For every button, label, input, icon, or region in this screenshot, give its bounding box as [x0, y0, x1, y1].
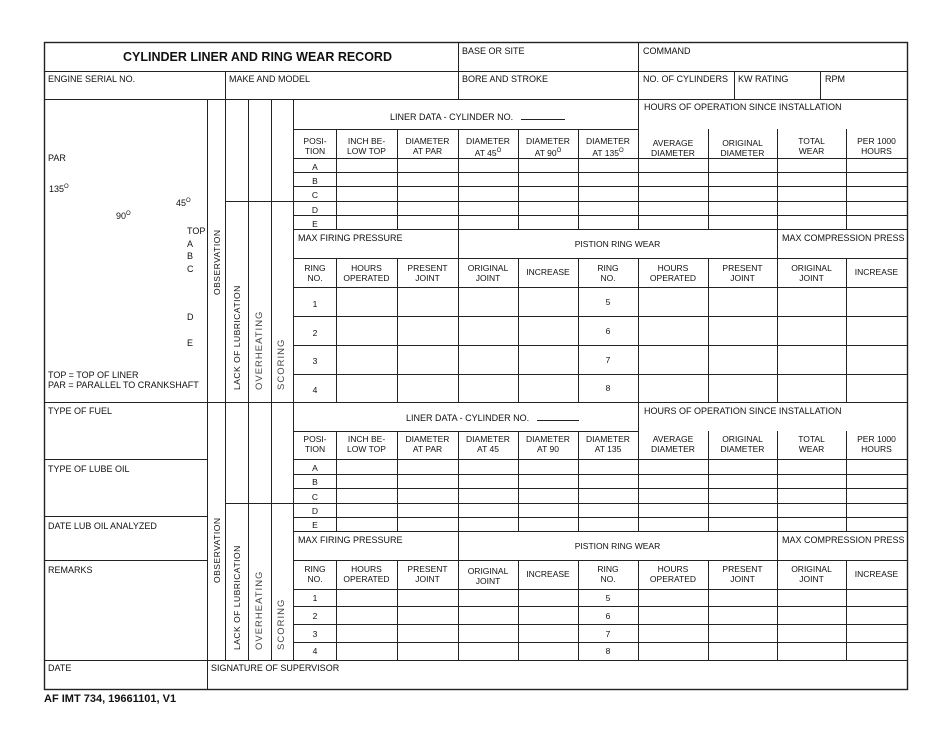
ring-number: 7	[605, 355, 611, 365]
ring-number: 4	[312, 646, 318, 656]
date-field[interactable]: DATE	[48, 663, 72, 673]
col-original-joint-1: ORIGINAL JOINT	[467, 263, 509, 283]
col-original-joint2-1: ORIGINAL JOINT	[791, 263, 832, 283]
ring-number: 5	[605, 593, 611, 603]
kw-rating-field[interactable]: KW RATING	[738, 74, 789, 84]
col-ring-no2-1: RING NO.	[597, 263, 619, 283]
scoring-label-2: SCORING	[276, 598, 287, 650]
position-row: B	[312, 176, 318, 186]
signature-field[interactable]: SIGNATURE OF SUPERVISOR	[211, 663, 340, 673]
position-row: D	[311, 506, 319, 516]
col-dia-45-1: DIAMETER AT $45^O$	[466, 136, 510, 158]
max-firing-label-2: MAX FIRING PRESSURE	[298, 535, 403, 545]
diagram-135: $135^O$	[49, 184, 69, 194]
col-avg-dia-1: AVERAGE DIAMETER	[651, 138, 695, 158]
type-lube-field[interactable]: TYPE OF LUBE OIL	[48, 464, 130, 474]
diagram-par: PAR	[48, 153, 66, 163]
scoring-label-1: SCORING	[276, 338, 287, 390]
diagram-e: E	[187, 338, 194, 348]
bore-stroke-field[interactable]: BORE AND STROKE	[462, 74, 549, 84]
col-dia-135-1: DIAMETER AT $135^O$	[586, 136, 630, 158]
observation-label-1: OBSERVATION	[212, 229, 222, 295]
diagram-90: $90^O$	[116, 211, 131, 221]
ring-number: 6	[605, 611, 611, 621]
col-dia-par-1: DIAMETER AT PAR	[405, 136, 450, 156]
col-dia-90-2: DIAMETER AT 90	[526, 434, 570, 454]
position-row: B	[312, 477, 318, 487]
col-inch-below-1: INCH BE- LOW TOP	[347, 136, 386, 156]
ring-number: 8	[605, 646, 611, 656]
col-per-1000-2: PER 1000 HOURS	[857, 434, 896, 454]
col-increase-2: INCREASE	[526, 569, 570, 579]
ring-number: 3	[312, 629, 318, 639]
ring-number: 5	[605, 297, 611, 307]
col-increase-1: INCREASE	[526, 267, 570, 277]
diagram-a: A	[187, 239, 194, 249]
ring-number: 8	[605, 383, 611, 393]
diagram-d: D	[187, 312, 194, 322]
ring-number: 4	[312, 385, 318, 395]
col-per-1000-1: PER 1000 HOURS	[857, 136, 896, 156]
ring-number: 6	[605, 326, 611, 336]
hours-since-label-1: HOURS OF OPERATION SINCE INSTALLATION	[644, 102, 842, 112]
overheating-label-1: OVERHEATING	[254, 310, 265, 390]
diagram-c: C	[187, 264, 194, 274]
col-ring-no-2: RING NO.	[304, 564, 326, 584]
legend-top: TOP = TOP OF LINER	[48, 370, 139, 380]
liner-data-label-2: LINER DATA - CYLINDER NO.	[406, 411, 579, 423]
ring-number: 1	[312, 593, 318, 603]
max-compression-label-2: MAX COMPRESSION PRESS	[782, 535, 905, 545]
form-title: CYLINDER LINER AND RING WEAR RECORD	[123, 50, 392, 64]
col-total-wear-2: TOTAL WEAR	[798, 434, 825, 454]
cylinder-no-input-1[interactable]	[521, 110, 565, 120]
position-row: E	[312, 219, 318, 229]
col-original-joint2-2: ORIGINAL JOINT	[791, 564, 832, 584]
max-firing-label-1: MAX FIRING PRESSURE	[298, 233, 403, 243]
engine-serial-field[interactable]: ENGINE SERIAL NO.	[48, 74, 136, 84]
col-dia-135-2: DIAMETER AT 135	[586, 434, 630, 454]
lack-lub-label-2: LACK OF LUBRICATION	[232, 545, 242, 650]
position-row: A	[312, 162, 318, 172]
position-row: E	[312, 520, 318, 530]
col-ring-no-1: RING NO.	[304, 263, 326, 283]
col-present-joint2-1: PRESENT JOINT	[722, 263, 763, 283]
type-fuel-field[interactable]: TYPE OF FUEL	[48, 406, 113, 416]
piston-ring-wear-label-1: PISTION RING WEAR	[574, 239, 661, 249]
overheating-label-2: OVERHEATING	[254, 570, 265, 650]
cylinder-no-input-2[interactable]	[537, 411, 579, 421]
col-dia-par-2: DIAMETER AT PAR	[405, 434, 450, 454]
max-compression-label-1: MAX COMPRESSION PRESS	[782, 233, 905, 243]
col-hours-operated-1: HOURS OPERATED	[343, 263, 390, 283]
legend-par: PAR = PARALLEL TO CRANKSHAFT	[48, 380, 199, 390]
ring-number: 7	[605, 629, 611, 639]
col-ring-no2-2: RING NO.	[597, 564, 619, 584]
diagram-b: B	[187, 251, 194, 261]
col-total-wear-1: TOTAL WEAR	[798, 136, 825, 156]
col-hours-operated2-1: HOURS OPERATED	[649, 263, 697, 283]
ring-number: 3	[312, 356, 318, 366]
ring-number: 1	[312, 299, 318, 309]
col-avg-dia-2: AVERAGE DIAMETER	[651, 434, 695, 454]
position-row: D	[311, 205, 319, 215]
col-inch-below-2: INCH BE- LOW TOP	[347, 434, 386, 454]
ring-number: 2	[312, 611, 318, 621]
diagram-45: $45^O$	[176, 198, 191, 208]
make-model-field[interactable]: MAKE AND MODEL	[229, 74, 311, 84]
col-position-2: POSI- TION	[303, 434, 327, 454]
col-orig-dia-1: ORIGINAL DIAMETER	[720, 138, 765, 158]
ring-number: 2	[312, 328, 318, 338]
col-present-joint2-2: PRESENT JOINT	[722, 564, 763, 584]
diagram-top: TOP	[187, 226, 206, 236]
command-field[interactable]: COMMAND	[643, 46, 691, 56]
position-row: A	[312, 463, 318, 473]
base-or-site-field[interactable]: BASE OR SITE	[462, 46, 525, 56]
observation-label-2: OBSERVATION	[212, 517, 222, 583]
col-hours-operated-2: HOURS OPERATED	[343, 564, 390, 584]
rpm-field[interactable]: RPM	[825, 74, 845, 84]
remarks-field[interactable]: REMARKS	[48, 565, 93, 575]
col-increase2-1: INCREASE	[854, 267, 899, 277]
col-hours-operated2-2: HOURS OPERATED	[649, 564, 697, 584]
col-increase2-2: INCREASE	[854, 569, 899, 579]
col-orig-dia-2: ORIGINAL DIAMETER	[720, 434, 765, 454]
col-dia-45-2: DIAMETER AT 45	[466, 434, 510, 454]
num-cylinders-field[interactable]: NO. OF CYLINDERS	[643, 74, 729, 84]
lack-lub-label-1: LACK OF LUBRICATION	[232, 285, 242, 390]
col-present-joint-2: PRESENT JOINT	[407, 564, 448, 584]
hours-since-label-2: HOURS OF OPERATION SINCE INSTALLATION	[644, 406, 842, 416]
piston-ring-wear-label-2: PISTION RING WEAR	[574, 541, 661, 551]
col-dia-90-1: DIAMETER AT $90^O$	[526, 136, 570, 158]
liner-data-label-1: LINER DATA - CYLINDER NO.	[390, 110, 565, 122]
col-position-1: POSI- TION	[303, 136, 327, 156]
col-original-joint-2: ORIGINAL JOINT	[467, 566, 509, 586]
date-lub-field[interactable]: DATE LUB OIL ANALYZED	[48, 521, 157, 531]
position-row: C	[311, 190, 319, 200]
position-row: C	[311, 492, 319, 502]
col-present-joint-1: PRESENT JOINT	[407, 263, 448, 283]
form-id: AF IMT 734, 19661101, V1	[44, 693, 177, 705]
